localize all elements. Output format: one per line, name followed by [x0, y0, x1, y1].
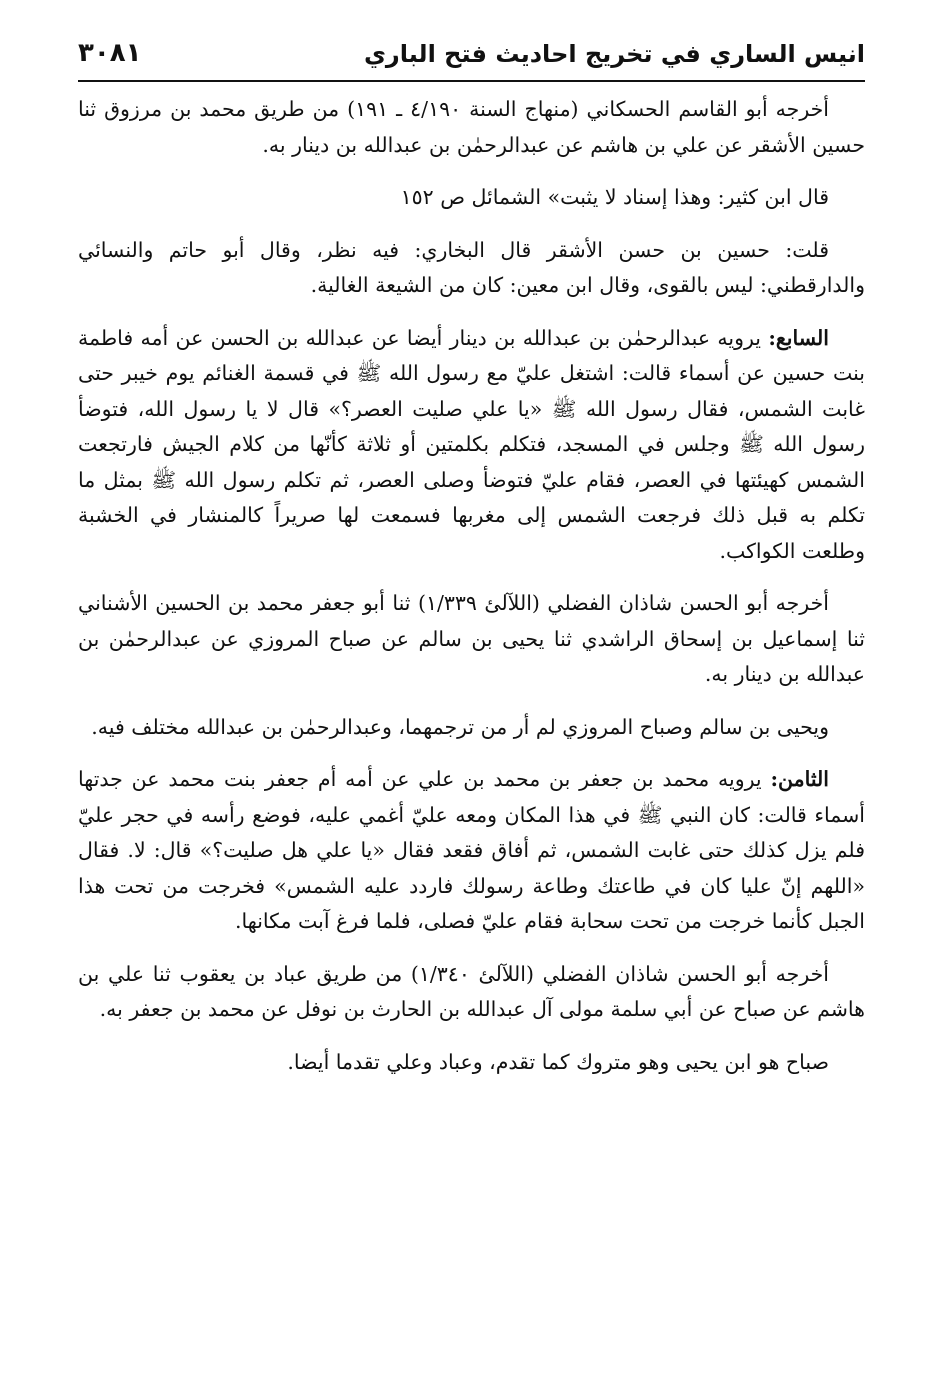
- paragraph: [78, 586, 865, 693]
- paragraph: [78, 180, 865, 216]
- paragraph: [78, 957, 865, 1028]
- paragraph-text: يرويه محمد بن جعفر بن محمد بن علي عن أمه أم جعفر بنت محمد عن جدتها أسماء قالت: كان النبي ﷺ في هذا المكان ومعه عليّ أغمي عليه، فوضع رأسه في حجر عليّ فلم يزل كذلك حتى غابت الشمس، ثم أفاق فقعد فقال «يا علي هل صليت؟» قال: لا. فقال «اللهم إنّ عليا كان في طاعتك وطاعة رسولك فاردد عليه الشمس» فخرجت من تحت هذا الجبل كأنما خرجت من تحت سحابة فقام عليّ فصلى، فلما فرغ آبت مكانها.: [78, 767, 865, 933]
- paragraph-text: ويحيى بن سالم وصباح المروزي لم أر من ترجمهما، وعبدالرحمٰن بن عبدالله مختلف فيه.: [91, 714, 829, 739]
- running-header: [78, 36, 865, 82]
- paragraph-text: أخرجه أبو الحسن شاذان الفضلي (اللآلئ ١/٣٣٩) ثنا أبو جعفر محمد بن الحسين الأشناني ثنا إسماعيل بن إسحاق الراشدي ثنا يحيى بن سالم عن صباح المروزي عن عبدالرحمٰن بن عبدالله بن دينار به.: [78, 591, 865, 686]
- paragraph-text: يرويه عبدالرحمٰن بن عبدالله بن دينار أيضا عن عبدالله بن الحسن عن أمه فاطمة بنت حسين عن أسماء قالت: اشتغل عليّ مع رسول الله ﷺ في قسمة الغنائم يوم خيبر حتى غابت الشمس، فقال رسول الله ﷺ «يا علي صليت العصر؟» قال لا يا رسول الله، فتوضأ رسول الله ﷺ وجلس في المسجد، فتكلم بكلمتين أو ثلاثة كأنّها من كلام الجيش فارتجعت الشمس كهيئتها في العصر، فقام عليّ فتوضأ وصلى العصر، ثم تكلم رسول الله ﷺ بمثل ما تكلم به قبل ذلك فرجعت الشمس إلى مغربها فسمعت لها صريراً كالمنشار في الخشبة وطلعت الكواكب.: [78, 325, 865, 563]
- paragraph: [78, 1045, 865, 1081]
- paragraph: [78, 92, 865, 163]
- paragraph-text: أخرجه أبو القاسم الحسكاني (منهاج السنة ٤/١٩٠ ـ ١٩١) من طريق محمد بن مرزوق ثنا حسين الأشقر عن علي بن هاشم عن عبدالرحمٰن بن عبدالله بن دينار به.: [78, 97, 865, 157]
- paragraph-text: أخرجه أبو الحسن شاذان الفضلي (اللآلئ ١/٣٤٠) من طريق عباد بن يعقوب ثنا علي بن هاشم عن صباح عن أبي سلمة مولى آل عبدالله بن الحارث بن نوفل عن محمد بن جعفر به.: [78, 961, 865, 1021]
- paragraph: [78, 710, 865, 746]
- paragraph: [78, 762, 865, 940]
- running-title: انيس الساري في تخريج احاديث فتح الباري: [363, 40, 865, 68]
- paragraph: [78, 233, 865, 304]
- page-number: ٣٠٨١: [78, 38, 142, 68]
- paragraph-text: قلت: حسين بن حسن الأشقر قال البخاري: فيه نظر، وقال أبو حاتم والنسائي والدارقطني: ليس بالقوى، وقال ابن معين: كان من الشيعة الغالية.: [78, 237, 865, 297]
- paragraph-text: صباح هو ابن يحيى وهو متروك كما تقدم، وعباد وعلي تقدما أيضا.: [287, 1049, 829, 1074]
- paragraph-text: قال ابن كثير: وهذا إسناد لا يثبت» الشمائل ص ١٥٢: [400, 185, 829, 209]
- section-label: السابع:: [768, 325, 829, 350]
- paragraph: [78, 321, 865, 570]
- page-body: [78, 92, 865, 1097]
- section-label: الثامن:: [770, 767, 829, 791]
